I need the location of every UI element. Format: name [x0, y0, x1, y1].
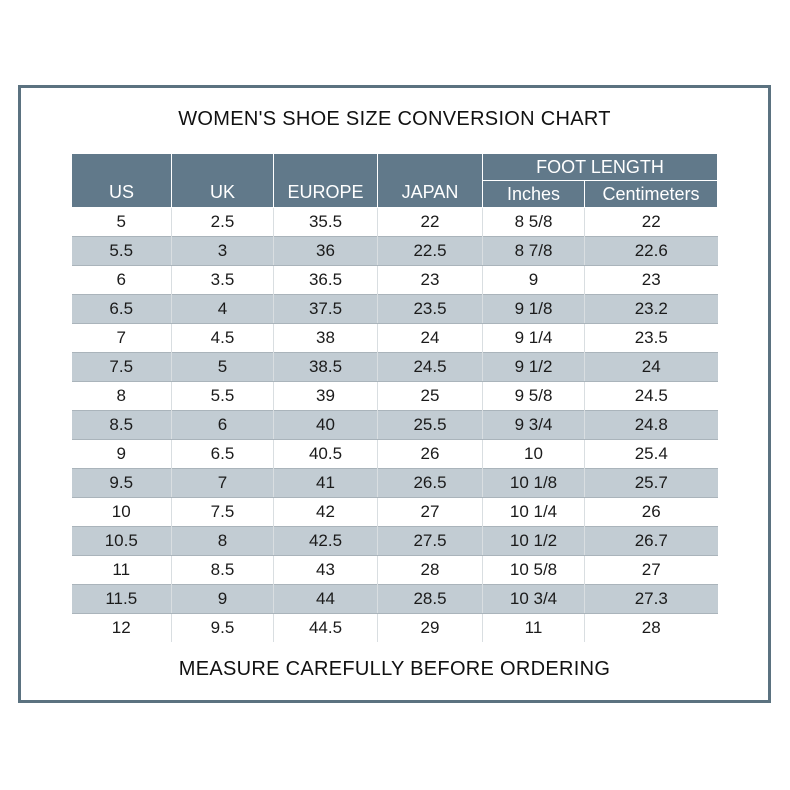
table-row: [72, 266, 718, 295]
table-cell: 22: [585, 208, 718, 237]
table-cell: 40.5: [274, 440, 378, 469]
table-cell: 22.5: [378, 237, 483, 266]
table-cell: 7: [72, 324, 172, 353]
table-cell: 6: [72, 266, 172, 295]
column-header-japan: JAPAN: [378, 154, 483, 208]
table-row: [72, 295, 718, 324]
table-row: [72, 469, 718, 498]
column-group-header-foot-length: FOOT LENGTH: [483, 154, 718, 181]
table-cell: 27: [585, 556, 718, 585]
table-cell: 8 5/8: [483, 208, 585, 237]
table-cell: 26.5: [378, 469, 483, 498]
table-cell: 24: [378, 324, 483, 353]
table-cell: 10 1/4: [483, 498, 585, 527]
table-cell: 44.5: [274, 614, 378, 643]
table-cell: 25: [378, 382, 483, 411]
table-cell: 24.8: [585, 411, 718, 440]
table-row: [72, 324, 718, 353]
table-cell: 9 1/4: [483, 324, 585, 353]
table-cell: 5: [172, 353, 274, 382]
table-row: [72, 614, 718, 643]
table-cell: 25.4: [585, 440, 718, 469]
table-cell: 9 1/8: [483, 295, 585, 324]
table-row: [72, 498, 718, 527]
table-cell: 5: [72, 208, 172, 237]
table-cell: 10.5: [72, 527, 172, 556]
table-cell: 5.5: [72, 237, 172, 266]
table-cell: 9 1/2: [483, 353, 585, 382]
table-cell: 23.5: [378, 295, 483, 324]
table-cell: 8: [72, 382, 172, 411]
header-row-group: [72, 154, 718, 181]
table-cell: 42: [274, 498, 378, 527]
column-header-centimeters: Centimeters: [585, 181, 718, 208]
table-cell: 43: [274, 556, 378, 585]
table-cell: 40: [274, 411, 378, 440]
table-cell: 10: [483, 440, 585, 469]
table-cell: 2.5: [172, 208, 274, 237]
table-cell: 9 5/8: [483, 382, 585, 411]
table-cell: 10 1/8: [483, 469, 585, 498]
table-cell: 12: [72, 614, 172, 643]
table-cell: 28: [585, 614, 718, 643]
table-cell: 3.5: [172, 266, 274, 295]
table-cell: 23.2: [585, 295, 718, 324]
table-cell: 7.5: [172, 498, 274, 527]
table-cell: 26: [585, 498, 718, 527]
table-cell: 10 5/8: [483, 556, 585, 585]
table-cell: 10 1/2: [483, 527, 585, 556]
table-body: [72, 208, 718, 643]
table-row: [72, 411, 718, 440]
table-row: [72, 353, 718, 382]
table-cell: 26.7: [585, 527, 718, 556]
table-row: [72, 527, 718, 556]
table-cell: 39: [274, 382, 378, 411]
table-cell: 38: [274, 324, 378, 353]
table-cell: 37.5: [274, 295, 378, 324]
footer-note: MEASURE CAREFULLY BEFORE ORDERING: [178, 658, 611, 680]
table-cell: 27.5: [378, 527, 483, 556]
table-cell: 23: [585, 266, 718, 295]
column-header-inches: Inches: [483, 181, 585, 208]
table-cell: 11.5: [72, 585, 172, 614]
table-cell: 27: [378, 498, 483, 527]
table-cell: 8.5: [172, 556, 274, 585]
table-cell: 5.5: [172, 382, 274, 411]
table-cell: 8 7/8: [483, 237, 585, 266]
table-cell: 6.5: [72, 295, 172, 324]
table-cell: 24: [585, 353, 718, 382]
table-cell: 27.3: [585, 585, 718, 614]
table-cell: 22: [378, 208, 483, 237]
table-cell: 42.5: [274, 527, 378, 556]
table-cell: 11: [72, 556, 172, 585]
table-cell: 8: [172, 527, 274, 556]
table-cell: 22.6: [585, 237, 718, 266]
page-title: WOMEN'S SHOE SIZE CONVERSION CHART: [178, 108, 611, 130]
column-header-uk: UK: [172, 154, 274, 208]
table-header: [72, 154, 718, 208]
table-cell: 3: [172, 237, 274, 266]
table-row: [72, 440, 718, 469]
table-cell: 8.5: [72, 411, 172, 440]
table-cell: 28: [378, 556, 483, 585]
table-cell: 36: [274, 237, 378, 266]
table-cell: 35.5: [274, 208, 378, 237]
table-cell: 38.5: [274, 353, 378, 382]
table-cell: 44: [274, 585, 378, 614]
table-row: [72, 208, 718, 237]
table-cell: 36.5: [274, 266, 378, 295]
table-cell: 24.5: [378, 353, 483, 382]
table-cell: 6.5: [172, 440, 274, 469]
table-row: [72, 237, 718, 266]
chart-frame: [18, 85, 771, 703]
table-cell: 9: [483, 266, 585, 295]
column-header-europe: EUROPE: [274, 154, 378, 208]
table-cell: 26: [378, 440, 483, 469]
table-row: [72, 382, 718, 411]
table-cell: 25.5: [378, 411, 483, 440]
table-cell: 9: [172, 585, 274, 614]
table-cell: 7.5: [72, 353, 172, 382]
table-cell: 11: [483, 614, 585, 643]
table-cell: 9 3/4: [483, 411, 585, 440]
table-row: [72, 585, 718, 614]
column-header-us: US: [72, 154, 172, 208]
table-cell: 24.5: [585, 382, 718, 411]
table-cell: 23.5: [585, 324, 718, 353]
table-cell: 4.5: [172, 324, 274, 353]
table-cell: 6: [172, 411, 274, 440]
table-cell: 29: [378, 614, 483, 643]
shoe-size-table: [71, 153, 718, 642]
table-cell: 9.5: [172, 614, 274, 643]
table-cell: 9.5: [72, 469, 172, 498]
table-cell: 4: [172, 295, 274, 324]
table-cell: 25.7: [585, 469, 718, 498]
table-cell: 10: [72, 498, 172, 527]
table-cell: 28.5: [378, 585, 483, 614]
table-row: [72, 556, 718, 585]
table-cell: 41: [274, 469, 378, 498]
table-cell: 9: [72, 440, 172, 469]
table-cell: 23: [378, 266, 483, 295]
table-cell: 10 3/4: [483, 585, 585, 614]
table-cell: 7: [172, 469, 274, 498]
